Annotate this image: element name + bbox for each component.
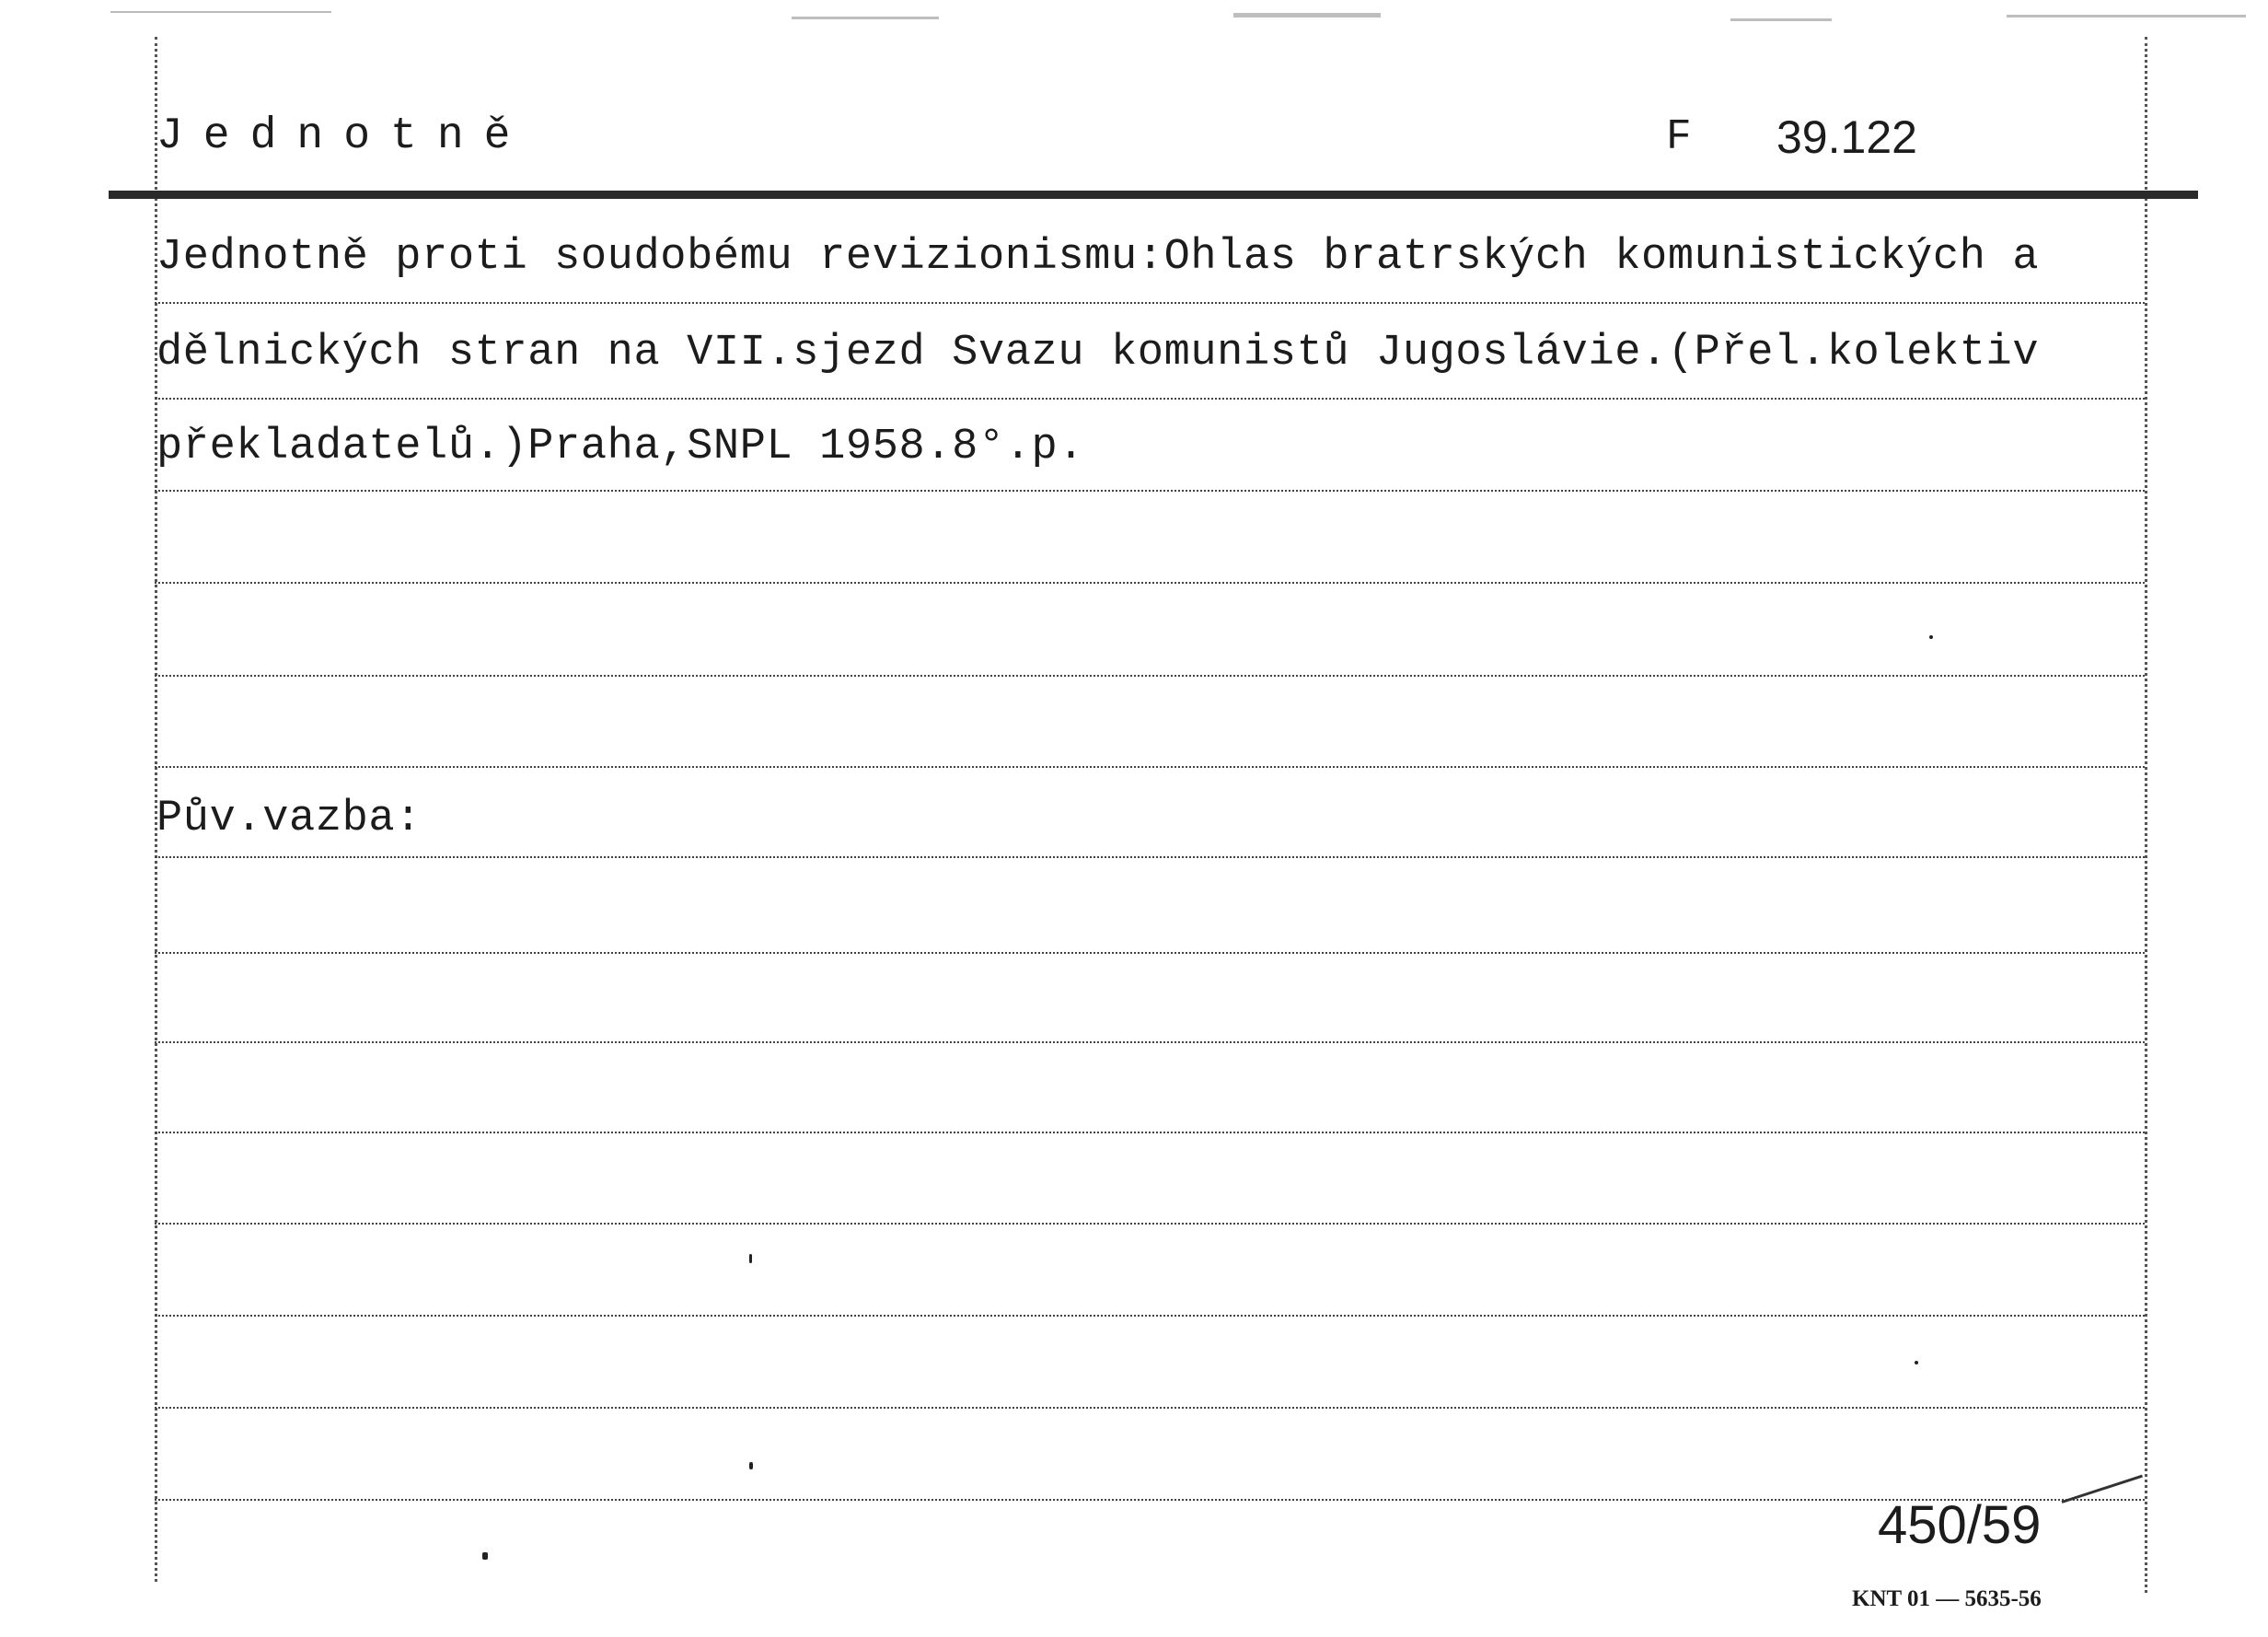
scan-noise [1730,18,1832,21]
accession-number: 450/59 [1878,1495,2042,1555]
card-heading: Jednotně [156,111,531,161]
signature-number: 39.122 [1776,111,1917,163]
ruled-line [155,952,2145,954]
header-rule [109,191,2198,199]
entry-line-1: Jednotně proti soudobému revizionismu:Ohlas bratrských komunistických a [156,233,2040,282]
signature-letter: F [1666,113,1692,161]
entry-line-3: překladatelů.)Praha,SNPL 1958.8°.p. [156,423,1085,471]
scan-noise [792,17,939,19]
ruled-line [155,1041,2145,1043]
entry-line-2: dělnických stran na VII.sjezd Svazu komunistů Jugoslávie.(Přel.kolektiv [156,329,2040,377]
ink-speck [749,1254,752,1263]
ruled-line [155,1499,2145,1501]
ink-speck [749,1462,753,1469]
printer-imprint: KNT 01 — 5635-56 [1852,1586,2042,1611]
ruled-line [155,1407,2145,1409]
ruled-line [155,1223,2145,1225]
ruled-line [155,1315,2145,1317]
ink-speck [1929,635,1933,639]
ruled-line [155,675,2145,677]
scan-noise [1233,13,1381,17]
ruled-line [155,302,2145,304]
scan-noise [2007,15,2246,17]
ruled-line [155,582,2145,584]
ruled-line [155,766,2145,768]
ruled-line [155,490,2145,492]
right-margin-line [2145,37,2147,1593]
original-binding: Pův.vazba: [156,795,422,843]
ruled-line [155,1132,2145,1133]
ink-speck [482,1552,488,1560]
ruled-line [155,856,2145,858]
top-edge-line [110,11,331,13]
ruled-line [155,398,2145,400]
ink-speck [1915,1361,1918,1364]
